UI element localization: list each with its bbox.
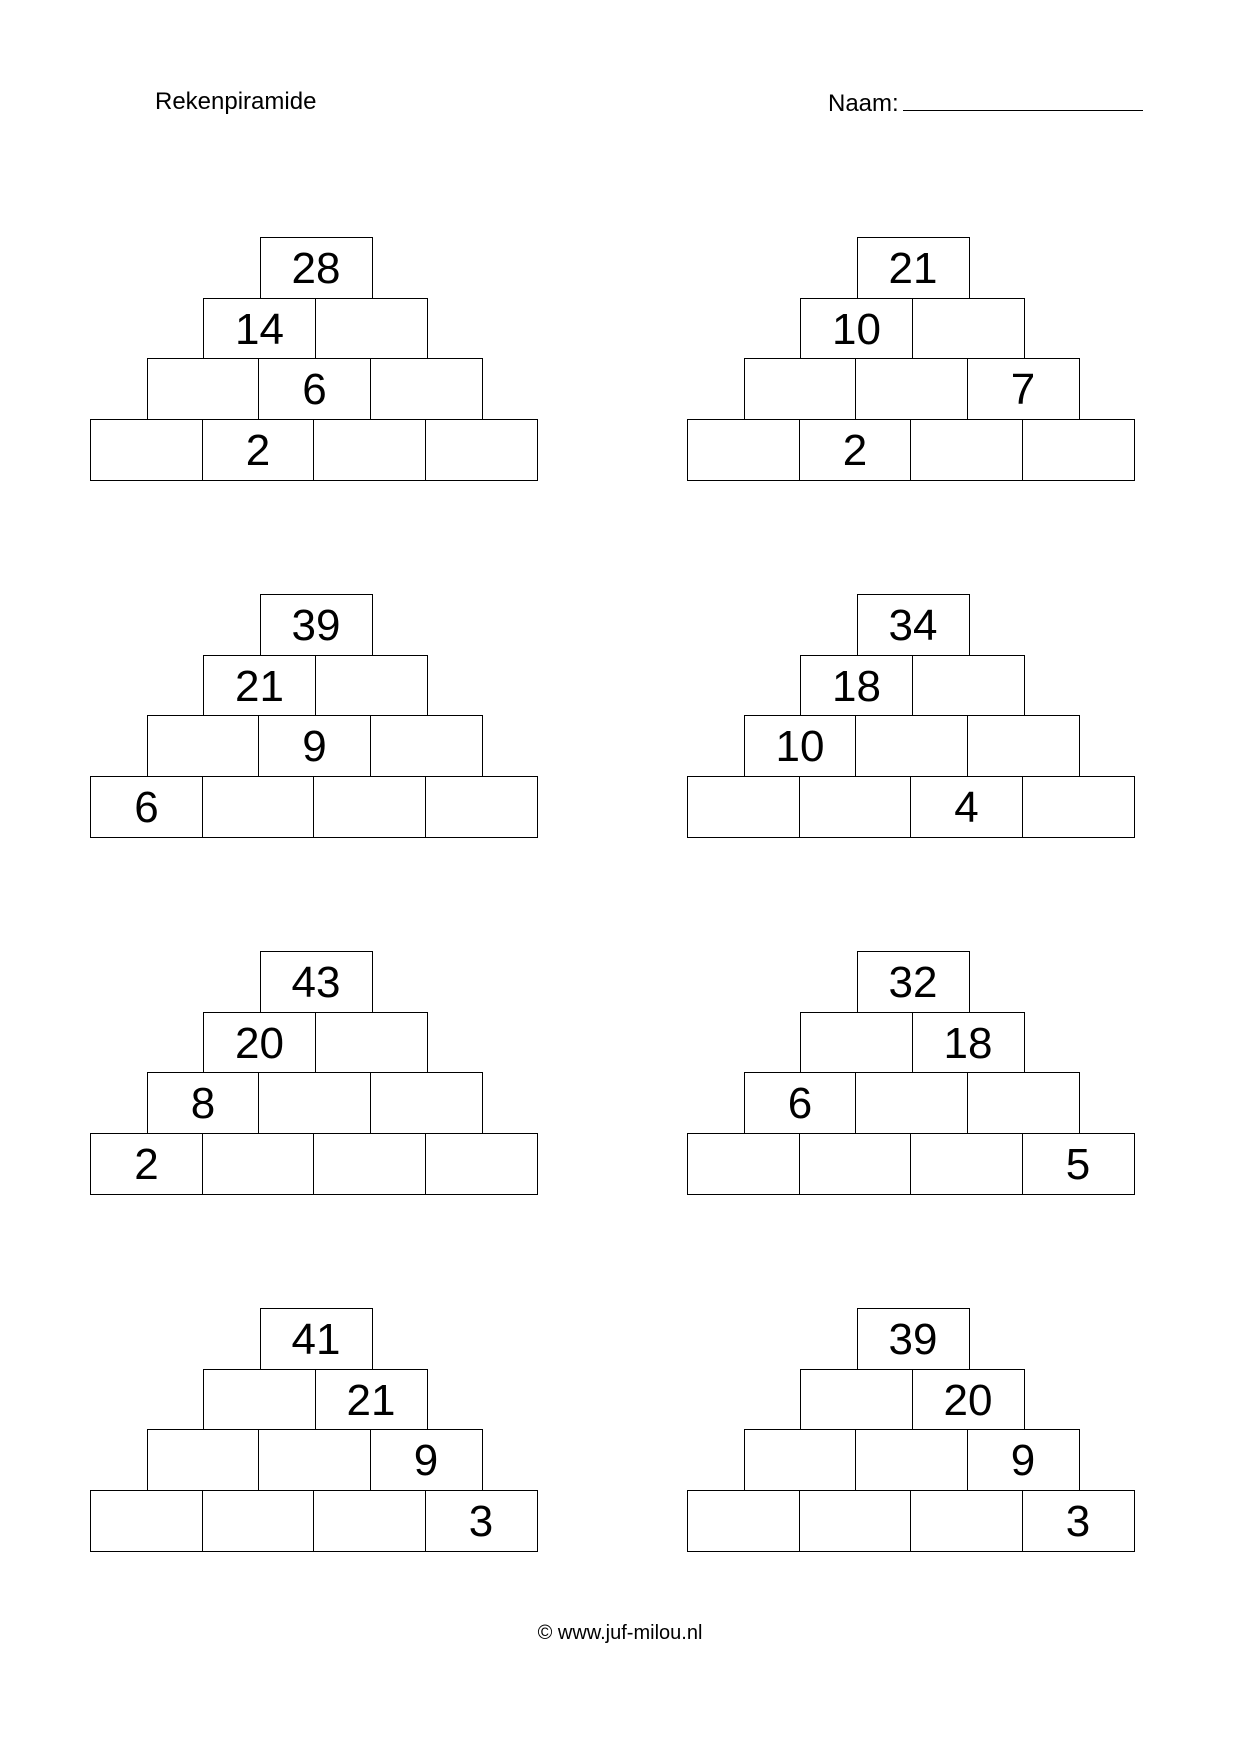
pyramid-cell-given: 43 xyxy=(260,951,373,1013)
pyramid-cell-blank[interactable] xyxy=(315,655,428,717)
worksheet-title: Rekenpiramide xyxy=(155,88,317,115)
pyramid-cell-blank[interactable] xyxy=(967,1072,1080,1134)
pyramid-cell-given: 2 xyxy=(90,1133,203,1195)
pyramid-cell-blank[interactable] xyxy=(370,358,483,420)
pyramid-cell-blank[interactable] xyxy=(799,776,912,838)
pyramid-cell-blank[interactable] xyxy=(313,776,426,838)
pyramid-cell-given: 20 xyxy=(203,1012,316,1074)
pyramid-cell-given: 2 xyxy=(799,419,912,481)
pyramid-cell-given: 39 xyxy=(857,1308,970,1370)
pyramid-cell-blank[interactable] xyxy=(744,358,857,420)
pyramid-cell-blank[interactable] xyxy=(687,1490,800,1552)
pyramid-cell-given: 14 xyxy=(203,298,316,360)
pyramid-cell-blank[interactable] xyxy=(90,1490,203,1552)
pyramid-cell-blank[interactable] xyxy=(425,419,538,481)
pyramid-cell-blank[interactable] xyxy=(258,1429,371,1491)
pyramid-cell-given: 41 xyxy=(260,1308,373,1370)
pyramid-cell-given: 3 xyxy=(425,1490,538,1552)
pyramid-cell-blank[interactable] xyxy=(855,715,968,777)
pyramid-cell-given: 28 xyxy=(260,237,373,299)
pyramid-cell-given: 21 xyxy=(857,237,970,299)
pyramid-cell-given: 21 xyxy=(203,655,316,717)
pyramid-cell-given: 32 xyxy=(857,951,970,1013)
pyramid-cell-blank[interactable] xyxy=(912,298,1025,360)
pyramid-cell-blank[interactable] xyxy=(744,1429,857,1491)
pyramid-cell-blank[interactable] xyxy=(910,1133,1023,1195)
pyramid-cell-blank[interactable] xyxy=(967,715,1080,777)
pyramid-cell-given: 9 xyxy=(967,1429,1080,1491)
pyramid xyxy=(90,237,542,485)
pyramid-cell-blank[interactable] xyxy=(910,1490,1023,1552)
pyramid-cell-given: 39 xyxy=(260,594,373,656)
pyramid-cell-blank[interactable] xyxy=(1022,776,1135,838)
pyramid-cell-given: 20 xyxy=(912,1369,1025,1431)
pyramid-cell-given: 10 xyxy=(744,715,857,777)
pyramid-cell-blank[interactable] xyxy=(258,1072,371,1134)
pyramid-cell-blank[interactable] xyxy=(687,776,800,838)
pyramid-cell-given: 10 xyxy=(800,298,913,360)
pyramid-cell-given: 18 xyxy=(912,1012,1025,1074)
pyramid-cell-blank[interactable] xyxy=(855,1072,968,1134)
pyramid-cell-given: 3 xyxy=(1022,1490,1135,1552)
pyramid-cell-blank[interactable] xyxy=(370,715,483,777)
pyramid xyxy=(687,237,1139,485)
pyramid-cell-blank[interactable] xyxy=(90,419,203,481)
pyramid-cell-blank[interactable] xyxy=(425,776,538,838)
pyramid-cell-blank[interactable] xyxy=(799,1490,912,1552)
pyramid-cell-blank[interactable] xyxy=(147,1429,260,1491)
pyramid-cell-blank[interactable] xyxy=(313,1490,426,1552)
pyramid-cell-blank[interactable] xyxy=(147,715,260,777)
pyramid-cell-given: 18 xyxy=(800,655,913,717)
pyramid-cell-blank[interactable] xyxy=(855,358,968,420)
pyramid-cell-blank[interactable] xyxy=(800,1012,913,1074)
pyramid xyxy=(90,951,542,1199)
pyramid-cell-given: 9 xyxy=(258,715,371,777)
pyramid-cell-blank[interactable] xyxy=(799,1133,912,1195)
name-label: Naam: xyxy=(828,90,899,117)
name-field[interactable] xyxy=(828,88,1143,118)
pyramid xyxy=(687,594,1139,842)
pyramid-cell-blank[interactable] xyxy=(800,1369,913,1431)
copyright-footer: © www.juf-milou.nl xyxy=(537,1622,703,1644)
name-line[interactable] xyxy=(903,88,1143,111)
pyramid-cell-given: 7 xyxy=(967,358,1080,420)
pyramid-cell-blank[interactable] xyxy=(313,1133,426,1195)
pyramid-cell-blank[interactable] xyxy=(425,1133,538,1195)
pyramid xyxy=(687,951,1139,1199)
pyramid-cell-given: 8 xyxy=(147,1072,260,1134)
pyramid xyxy=(90,594,542,842)
pyramid-cell-given: 34 xyxy=(857,594,970,656)
pyramid-cell-given: 5 xyxy=(1022,1133,1135,1195)
pyramid-cell-given: 6 xyxy=(258,358,371,420)
pyramid-cell-given: 6 xyxy=(90,776,203,838)
pyramid-cell-given: 6 xyxy=(744,1072,857,1134)
pyramid-cell-given: 9 xyxy=(370,1429,483,1491)
pyramid-cell-blank[interactable] xyxy=(912,655,1025,717)
pyramid-cell-blank[interactable] xyxy=(202,1133,315,1195)
pyramid-cell-blank[interactable] xyxy=(370,1072,483,1134)
pyramid-cell-blank[interactable] xyxy=(315,1012,428,1074)
pyramid-cell-blank[interactable] xyxy=(687,1133,800,1195)
pyramid-cell-blank[interactable] xyxy=(687,419,800,481)
pyramid-cell-blank[interactable] xyxy=(855,1429,968,1491)
pyramid-cell-blank[interactable] xyxy=(147,358,260,420)
pyramid xyxy=(687,1308,1139,1556)
pyramid-cell-blank[interactable] xyxy=(1022,419,1135,481)
pyramid xyxy=(90,1308,542,1556)
pyramid-cell-given: 21 xyxy=(315,1369,428,1431)
pyramid-cell-given: 2 xyxy=(202,419,315,481)
pyramid-cell-blank[interactable] xyxy=(313,419,426,481)
pyramid-cell-blank[interactable] xyxy=(910,419,1023,481)
pyramid-cell-blank[interactable] xyxy=(203,1369,316,1431)
pyramid-cell-blank[interactable] xyxy=(202,776,315,838)
pyramid-cell-given: 4 xyxy=(910,776,1023,838)
pyramid-cell-blank[interactable] xyxy=(315,298,428,360)
pyramid-cell-blank[interactable] xyxy=(202,1490,315,1552)
